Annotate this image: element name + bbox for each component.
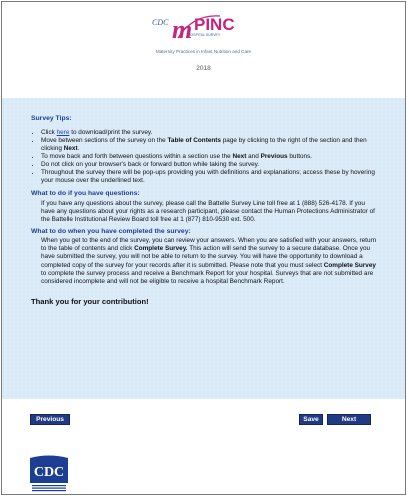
mpinc-logo — [148, 8, 268, 46]
instructions-panel — [2, 98, 405, 399]
tip-item: • Move between sections of the survey on the Table of Contents page by clicking to the right of the section and then clicking Next. — [41, 137, 379, 153]
survey-tips-heading: Survey Tips: — [31, 115, 72, 122]
navigation-bar — [2, 399, 405, 429]
svg-text:CDC: CDC — [33, 465, 65, 480]
previous-button[interactable]: Previous — [30, 414, 70, 425]
completed-text: When you get to the end of the survey, you can review your answers. When you are satisfied with your answers, return to the table of contents and click Complete Survey. This action will send the survey to a secure database. Once you have submitted the survey, you will not be able to return to the survey. You will have the opportunity to download a completed copy of the survey for your records after it is submitted. Please note that you must select Complete Survey to complete the survey process and receive a Benchmark Report for your hospital. Surveys that are not submitted are considered incomplete and will not be eligible to receive a hospital Benchmark Report. — [41, 237, 377, 285]
download-survey-link[interactable]: here — [56, 128, 70, 136]
questions-heading: What to do if you have questions: — [31, 190, 140, 197]
tip-item: • Do not click on your browser's back or forward button while taking the survey. — [41, 161, 379, 169]
tagline: Maternity Practices in Infant Nutrition and Care — [155, 49, 252, 54]
tip-item: • Click here to download/print the survey. — [41, 129, 379, 137]
page-frame — [1, 1, 406, 495]
svg-text:PINC: PINC — [194, 15, 235, 34]
questions-text: If you have any questions about the survey, please call the Battelle Survey Line toll free at 1 (888) 526-4178. If you have any questions about your rights as a research participant, please contact the Human Protections Administrator of the Battelle Institutional Review Board toll free at 1 (877) 810-9530 ext. 500. — [41, 199, 375, 223]
svg-text:m: m — [172, 15, 193, 44]
survey-tips-list — [31, 129, 379, 185]
thank-you-message: Thank you for your contribution! — [31, 296, 149, 306]
survey-year: 2018 — [196, 65, 211, 72]
tip-item: • Throughout the survey there will be pop-ups providing you with definitions and explanations; access these by hovering your mouse over the underlined text. — [41, 169, 379, 185]
next-button[interactable]: Next — [327, 414, 371, 425]
tip-item: • To move back and forth between questions within a section use the Next and Previous buttons. — [41, 153, 379, 161]
footer — [2, 429, 405, 495]
svg-text:HOSPITAL SURVEY: HOSPITAL SURVEY — [188, 33, 221, 37]
svg-text:CDC: CDC — [152, 18, 169, 27]
completed-heading: What to do when you have completed the survey: — [31, 227, 191, 235]
cdc-logo — [30, 454, 68, 492]
header — [2, 2, 405, 98]
save-button[interactable]: Save — [299, 414, 323, 425]
